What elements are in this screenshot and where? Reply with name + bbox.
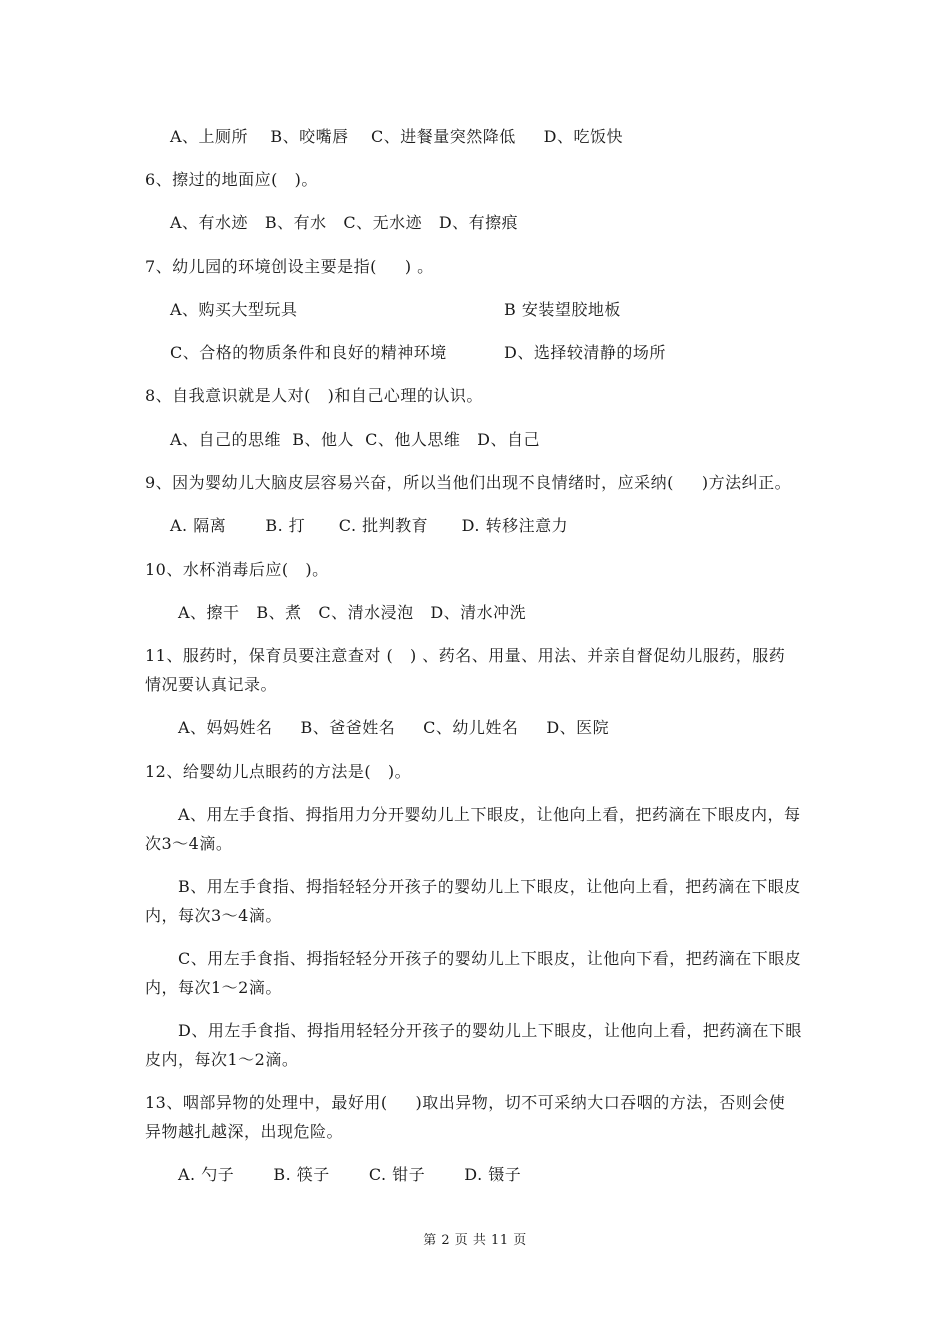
q8-options: A、自己的思维 B、他人 C、他人思维 D、自己 — [170, 430, 540, 449]
q5-options: A、上厕所 B、咬嘴唇 C、进餐量突然降低 D、吃饭快 — [170, 127, 624, 146]
q10-options: A、擦干 B、煮 C、清水浸泡 D、清水冲洗 — [178, 603, 527, 622]
q12-stem: 12、给婴幼儿点眼药的方法是( )。 — [145, 762, 412, 781]
q12-option-d-line-1: D、用左手食指、拇指用轻轻分开孩子的婴幼儿上下眼皮，让他向上看，把药滴在下眼 — [178, 1021, 802, 1040]
q7-option-d: D、选择较清静的场所 — [504, 343, 666, 362]
q6-options: A、有水迹 B、有水 C、无水迹 D、有擦痕 — [170, 213, 519, 232]
q13-stem-line-1: 13、咽部异物的处理中，最好用( )取出异物，切不可采纳大口吞咽的方法，否则会使 — [145, 1093, 786, 1112]
q7-stem: 7、幼儿园的环境创设主要是指( ) 。 — [145, 257, 434, 276]
q9-options: A. 隔离 B. 打 C. 批判教育 D. 转移注意力 — [170, 516, 569, 535]
q12-option-a-line-1: A、用左手食指、拇指用力分开婴幼儿上下眼皮，让他向上看，把药滴在下眼皮内，每 — [178, 805, 801, 824]
q6-stem: 6、擦过的地面应( )。 — [145, 170, 318, 189]
q13-stem-line-2: 异物越扎越深，出现危险。 — [145, 1122, 344, 1141]
q13-options: A. 勺子 B. 筷子 C. 钳子 D. 镊子 — [178, 1165, 522, 1184]
q12-option-b-line-1: B、用左手食指、拇指轻轻分开孩子的婴幼儿上下眼皮，让他向上看，把药滴在下眼皮 — [178, 877, 801, 896]
q7-option-c: C、合格的物质条件和良好的精神环境 — [170, 343, 447, 362]
q12-option-c-line-2: 内，每次1～2滴。 — [145, 978, 282, 997]
q7-option-b: B 安装望胶地板 — [504, 300, 621, 319]
q12-option-b-line-2: 内，每次3～4滴。 — [145, 906, 282, 925]
q12-option-a-line-2: 次3～4滴。 — [145, 834, 233, 853]
q12-option-d-line-2: 皮内，每次1～2滴。 — [145, 1050, 299, 1069]
q7-option-a: A、购买大型玩具 — [170, 300, 298, 319]
q11-stem-line-2: 情况要认真记录。 — [145, 675, 278, 694]
q9-stem: 9、因为婴幼儿大脑皮层容易兴奋，所以当他们出现不良情绪时，应采纳( )方法纠正。 — [145, 473, 792, 492]
q11-options: A、妈妈姓名 B、爸爸姓名 C、幼儿姓名 D、医院 — [178, 718, 610, 737]
page-number-footer: 第 2 页 共 11 页 — [423, 1233, 527, 1248]
q8-stem: 8、自我意识就是人对( )和自己心理的认识。 — [145, 386, 483, 405]
q10-stem: 10、水杯消毒后应( )。 — [145, 560, 329, 579]
q11-stem-line-1: 11、服药时，保育员要注意查对 ( ) 、药名、用量、用法、并亲自督促幼儿服药，服药 — [145, 646, 786, 665]
q12-option-c-line-1: C、用左手食指、拇指轻轻分开孩子的婴幼儿上下眼皮，让他向下看，把药滴在下眼皮 — [178, 949, 802, 968]
